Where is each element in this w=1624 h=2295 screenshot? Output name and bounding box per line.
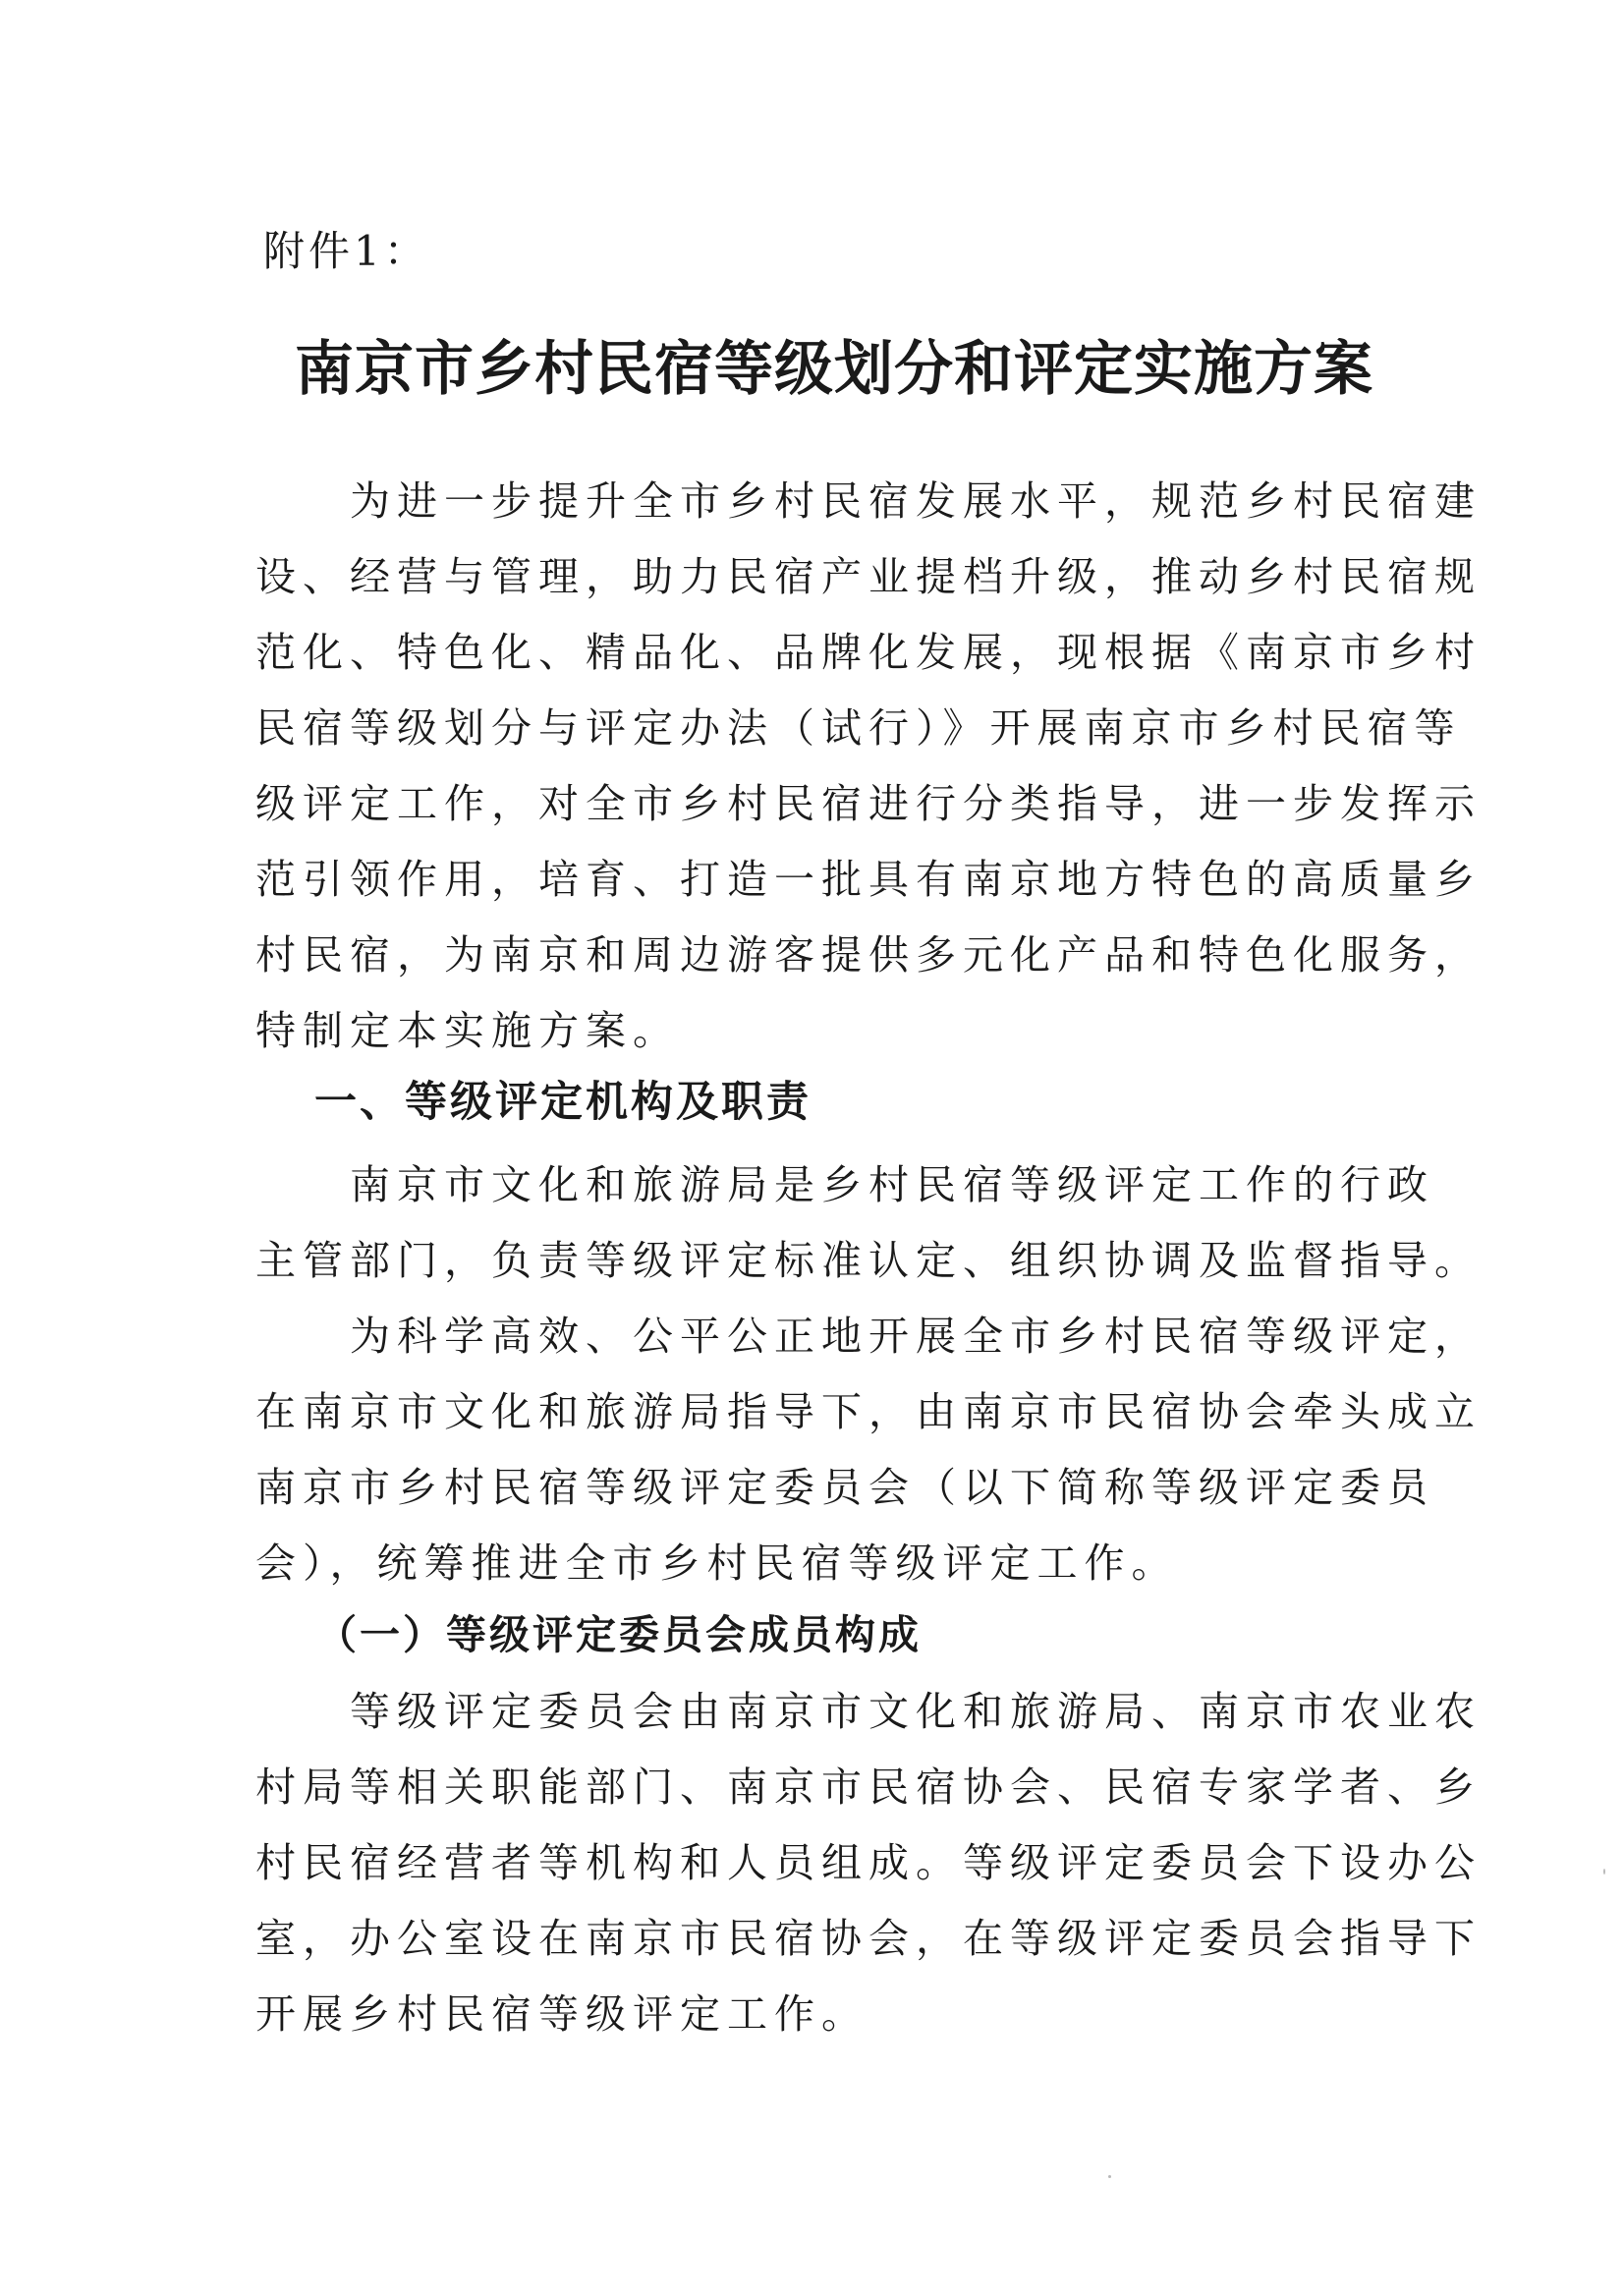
document-title: 南京市乡村民宿等级划分和评定实施方案 bbox=[295, 335, 1373, 404]
subsection1-paragraph bbox=[255, 1674, 1482, 2052]
paragraph-line: 南京市乡村民宿等级评定委员会（以下简称等级评定委员 bbox=[255, 1464, 1434, 1511]
section1-paragraph-1 bbox=[255, 1148, 1482, 1299]
paragraph-line: 主管部门，负责等级评定标准认定、组织协调及监督指导。 bbox=[255, 1237, 1482, 1284]
paragraph-line: 村局等相关职能部门、南京市民宿协会、民宿专家学者、乡 bbox=[255, 1763, 1482, 1811]
paragraph-line: 特制定本实施方案。 bbox=[255, 1007, 680, 1054]
paragraph-line: 在南京市文化和旅游局指导下，由南京市民宿协会牵头成立 bbox=[255, 1388, 1482, 1435]
paragraph-line: 开展乡村民宿等级评定工作。 bbox=[255, 1990, 868, 2038]
paragraph-line: 设、经营与管理，助力民宿产业提档升级，推动乡村民宿规 bbox=[255, 553, 1482, 600]
attachment-label: 附件1： bbox=[263, 227, 429, 275]
paragraph-line: 等级评定委员会由南京市文化和旅游局、南京市农业农 bbox=[350, 1688, 1482, 1735]
section1-paragraph-2 bbox=[255, 1299, 1482, 1601]
paragraph-line: 为进一步提升全市乡村民宿发展水平，规范乡村民宿建 bbox=[350, 477, 1482, 525]
section-heading: 一、等级评定机构及职责 bbox=[314, 1078, 812, 1127]
scan-speck bbox=[1108, 2175, 1111, 2178]
paragraph-line: 会），统筹推进全市乡村民宿等级评定工作。 bbox=[255, 1539, 1179, 1587]
paragraph-line: 民宿等级划分与评定办法（试行）》开展南京市乡村民宿等 bbox=[255, 704, 1462, 752]
paragraph-line: 村民宿，为南京和周边游客提供多元化产品和特色化服务， bbox=[255, 931, 1482, 979]
paragraph-line: 范引领作用，培育、打造一批具有南京地方特色的高质量乡 bbox=[255, 856, 1482, 903]
subsection-heading: （一）等级评定委员会成员构成 bbox=[316, 1611, 922, 1658]
paragraph-line: 为科学高效、公平公正地开展全市乡村民宿等级评定， bbox=[350, 1313, 1482, 1360]
scan-speck bbox=[1603, 1869, 1605, 1875]
paragraph-line: 范化、特色化、精品化、品牌化发展，现根据《南京市乡村 bbox=[255, 629, 1482, 676]
paragraph-line: 南京市文化和旅游局是乡村民宿等级评定工作的行政 bbox=[350, 1161, 1434, 1208]
paragraph-line: 级评定工作，对全市乡村民宿进行分类指导，进一步发挥示 bbox=[255, 780, 1482, 827]
paragraph-line: 村民宿经营者等机构和人员组成。等级评定委员会下设办公 bbox=[255, 1839, 1482, 1886]
intro-paragraph bbox=[255, 464, 1482, 1069]
paragraph-line: 室，办公室设在南京市民宿协会，在等级评定委员会指导下 bbox=[255, 1915, 1482, 1962]
